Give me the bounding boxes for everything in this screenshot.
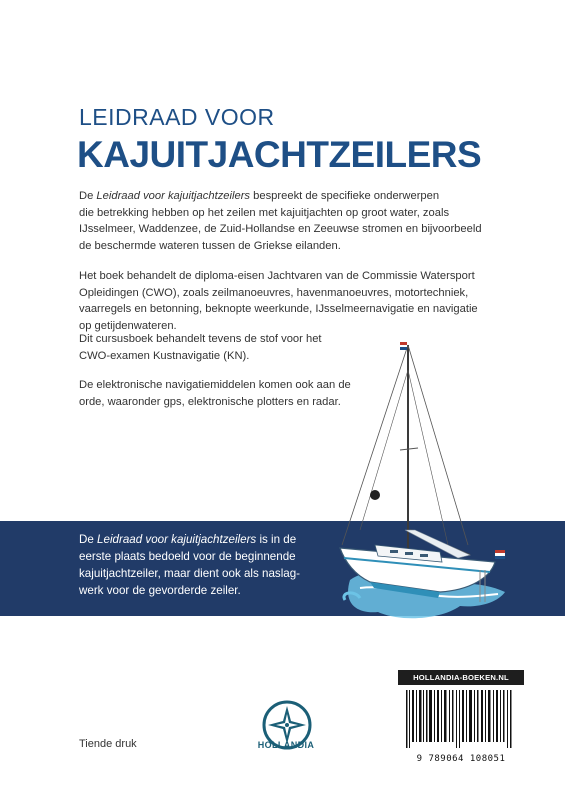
band-pre: De	[79, 533, 98, 546]
p4-line-1: De elektronische navigatiemiddelen komen ook aan de	[79, 379, 351, 391]
p3-line-1: Dit cursusboek behandelt tevens de stof voor het	[79, 333, 322, 345]
p2-line-1: Het boek behandelt de diploma-eisen Jachtvaren van de Commissie Watersport	[79, 270, 475, 282]
title-line-1: LEIDRAAD VOOR	[79, 104, 275, 130]
p1-pre: De	[79, 190, 97, 202]
p4-line-2: orde, waaronder gps, elektronische plotters en radar.	[79, 395, 341, 408]
p1-line-3: IJsselmeer, Waddenzee, de Zuid-Hollandse en Zeeuwse stromen en bijvoorbeeld	[79, 223, 482, 236]
band-line-4: werk voor de gevorderde zeiler.	[79, 584, 241, 597]
isbn-number: 9 789064 108051	[416, 754, 506, 764]
p1-line-4: de beschermde wateren tussen de Griekse eilanden.	[79, 239, 341, 252]
band-line-3: kajuitjachtzeiler, maar dient ook als naslag-	[79, 567, 301, 580]
p1-line-2: die betrekking hebben op het zeilen met kajuitjachten op groot water, zoals	[79, 206, 450, 219]
intro-paragraph-2	[79, 268, 519, 334]
p2-line-2: Opleidingen (CWO), zoals zeilmanoeuvres, havenmanoeuvres, motortechniek,	[79, 286, 469, 299]
band-line-2: eerste plaats bedoeld voor de beginnende	[79, 550, 296, 563]
barcode-graphic	[398, 686, 524, 752]
website-label: HOLLANDIA-BOEKEN.NL	[398, 670, 524, 685]
edition-label: Tiende druk	[79, 738, 137, 750]
p3-line-2: CWO-examen Kustnavigatie (KN).	[79, 349, 250, 362]
publisher-name: HOLLANDIA	[257, 740, 315, 750]
p1-book-title: Leidraad voor kajuitjachtzeilers	[96, 190, 251, 202]
band-book-title: Leidraad voor kajuitjachtzeilers	[97, 533, 257, 546]
p1-post: bespreekt de specifieke onderwerpen	[250, 190, 440, 202]
intro-paragraph-1	[79, 188, 519, 254]
title-line-2: KAJUITJACHTZEILERS	[77, 134, 482, 175]
sailboat-illustration	[330, 330, 520, 640]
band-post: is in de	[256, 533, 297, 546]
p2-line-3: vaarregels en betonning, beknopte weerkunde, IJsselmeernavigatie en navigatie	[79, 303, 478, 316]
p2-line-4: op getijdenwateren.	[79, 319, 177, 332]
barcode	[398, 686, 524, 762]
